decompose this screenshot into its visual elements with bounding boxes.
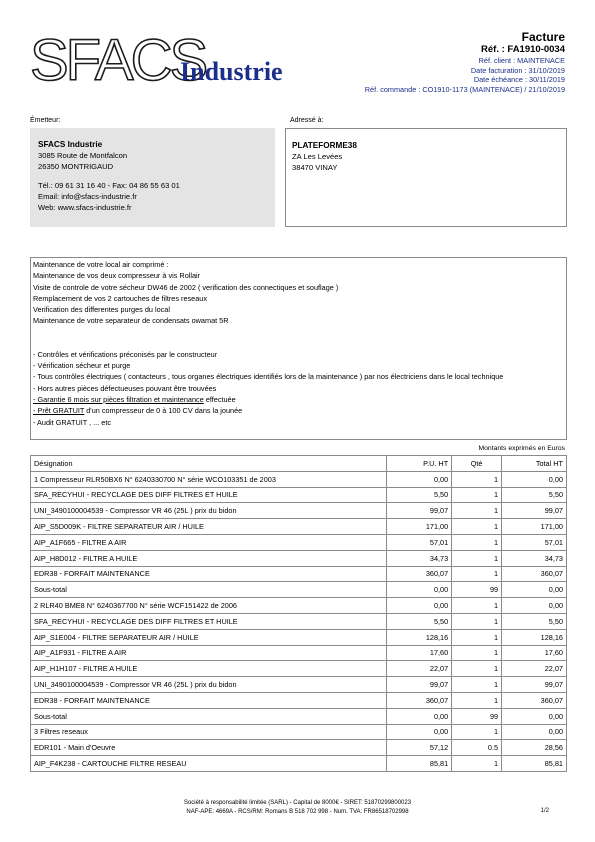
desc-line: Visite de controle de votre sécheur DW46 de 2002 ( verification des connectiques et souflage ): [33, 282, 339, 292]
table-row: [31, 629, 567, 645]
table-row: [31, 645, 567, 661]
logo-letters: SFACS: [30, 28, 206, 90]
cell-unit-price: 0,00: [387, 471, 452, 487]
cell-unit-price: 57,01: [387, 534, 452, 550]
table-row: [31, 503, 567, 519]
cell-total: 0,00: [502, 471, 567, 487]
cell-designation: AIP_A1F931 - FILTRE A AIR: [31, 645, 387, 661]
desc-bullet: - Hors autres pièces défectueuses pouvant être trouvées: [33, 383, 217, 393]
currency-note: Montants exprimés en Euros: [478, 445, 565, 452]
desc-bullet: - Tous contrôles électriques ( contacteurs , tous organes électriques identifiés lors de la maintenance ) par nos électriciens dans le local technique: [33, 372, 504, 382]
table-row: [31, 534, 567, 550]
cell-designation: UNI_3490100004539 - Compressor VR 46 (25L ) prix du bidon: [31, 503, 387, 519]
cell-quantity: 1: [452, 519, 502, 535]
cell-designation: Sous-total: [31, 582, 387, 598]
cell-total: 34,73: [502, 550, 567, 566]
emitter-web: Web: www.sfacs-industrie.fr: [38, 203, 132, 213]
desc-bullet: - Contrôles et vérifications préconisés par le constructeur: [33, 349, 218, 359]
cell-designation: EDR38 - FORFAIT MAINTENANCE: [31, 566, 387, 582]
cell-unit-price: 0,00: [387, 724, 452, 740]
invoice-header: [365, 30, 565, 94]
cell-unit-price: 57,12: [387, 740, 452, 756]
cell-quantity: 1: [452, 534, 502, 550]
recipient-box: [285, 128, 567, 227]
table-row: [31, 550, 567, 566]
desc-line: Maintenance de votre separateur de condensats owamat 5R: [33, 316, 229, 326]
cell-unit-price: 99,07: [387, 677, 452, 693]
table-row: [31, 519, 567, 535]
col-total: Total HT: [502, 456, 567, 472]
cell-unit-price: 360,07: [387, 692, 452, 708]
page-number: 1/2: [540, 808, 549, 814]
desc-line: Verification des differentes purges du local: [33, 305, 170, 315]
cell-designation: AIP_S1E004 - FILTRE SEPARATEUR AIR / HUILE: [31, 629, 387, 645]
cell-quantity: 1: [452, 487, 502, 503]
cell-unit-price: 360,07: [387, 566, 452, 582]
cell-total: 0,00: [502, 582, 567, 598]
due-date: Date échéance : 30/11/2019: [473, 75, 565, 85]
cell-quantity: 1: [452, 692, 502, 708]
table-row: [31, 677, 567, 693]
cell-quantity: 1: [452, 598, 502, 614]
emitter-phone: Tél.: 09 61 31 16 40 - Fax: 04 86 55 63 01: [38, 180, 180, 190]
col-quantity: Qté: [452, 456, 502, 472]
cell-total: 5,50: [502, 487, 567, 503]
cell-quantity: 1: [452, 471, 502, 487]
cell-total: 5,50: [502, 613, 567, 629]
table-row: [31, 598, 567, 614]
footer-line-2: NAF-APE: 4669A - RCS/RM: Romans B 518 702 998 - Num. TVA: FR86518702998: [186, 809, 409, 815]
cell-designation: AIP_A1F665 - FILTRE A AIR: [31, 534, 387, 550]
table-row: [31, 708, 567, 724]
cell-unit-price: 34,73: [387, 550, 452, 566]
recipient-name: PLATEFORME38: [292, 141, 357, 150]
table-row: [31, 582, 567, 598]
cell-quantity: 1: [452, 677, 502, 693]
cell-designation: SFA_RECYHUI - RECYCLAGE DES DIFF FILTRES ET HUILE: [31, 613, 387, 629]
recipient-label: Adressé à:: [290, 117, 324, 124]
invoice-lines-table: [30, 455, 567, 772]
order-ref: Réf. commande : CO1910-1173 (MAINTENACE) / 21/10/2019: [364, 84, 565, 94]
desc-line: Maintenance de vos deux compresseur à vis Rollair: [33, 271, 201, 281]
cell-designation: SFA_RECYHUI - RECYCLAGE DES DIFF FILTRES ET HUILE: [31, 487, 387, 503]
cell-designation: Sous-total: [31, 708, 387, 724]
col-unit-price: P.U. HT: [387, 456, 452, 472]
cell-total: 360,07: [502, 692, 567, 708]
table-row: [31, 471, 567, 487]
legal-footer: [0, 799, 595, 817]
description-box: [30, 257, 567, 440]
cell-designation: EDR101 - Main d'Oeuvre: [31, 740, 387, 756]
emitter-name: SFACS Industrie: [38, 140, 103, 149]
cell-quantity: 1: [452, 550, 502, 566]
cell-total: 99,07: [502, 503, 567, 519]
cell-designation: 2 RLR40 BME8 N° 6240367700 N° série WCF151422 de 2006: [31, 598, 387, 614]
cell-total: 360,07: [502, 566, 567, 582]
footer-line-1: Société à responsabilité limitée (SARL) - Capital de 8000€ - SIRET: 51870299800023: [183, 800, 412, 806]
cell-total: 28,56: [502, 740, 567, 756]
desc-bullet: - Vérification sécheur et purge: [33, 361, 131, 371]
cell-unit-price: 99,07: [387, 503, 452, 519]
desc-audit: - Audit GRATUIT , ... etc: [33, 417, 111, 427]
cell-quantity: 1: [452, 724, 502, 740]
cell-unit-price: 5,50: [387, 487, 452, 503]
cell-total: 0,00: [502, 724, 567, 740]
emitter-email: Email: info@sfacs-industrie.fr: [38, 191, 137, 201]
table-row: [31, 661, 567, 677]
client-ref: Réf. client : MAINTENACE: [478, 56, 565, 65]
cell-quantity: 1: [452, 645, 502, 661]
cell-designation: 1 Compresseur RLR50BX6 N° 6240330700 N° série WCO103351 de 2003: [31, 471, 387, 487]
cell-designation: AIP_H8D012 - FILTRE A HUILE: [31, 550, 387, 566]
table-row: [31, 724, 567, 740]
cell-quantity: 0.5: [452, 740, 502, 756]
cell-unit-price: 85,81: [387, 756, 452, 772]
cell-unit-price: 128,16: [387, 629, 452, 645]
cell-total: 0,00: [502, 598, 567, 614]
table-row: [31, 756, 567, 772]
cell-designation: AIP_S5D009K - FILTRE SEPARATEUR AIR / HUILE: [31, 519, 387, 535]
table-header-row: [31, 456, 567, 472]
emitter-box: [30, 128, 275, 227]
cell-total: 22,07: [502, 661, 567, 677]
logo-word: Industrie: [180, 57, 283, 86]
cell-total: 171,00: [502, 519, 567, 535]
cell-unit-price: 171,00: [387, 519, 452, 535]
cell-designation: UNI_3490100004539 - Compressor VR 46 (25L ) prix du bidon: [31, 677, 387, 693]
emitter-label: Émetteur:: [30, 117, 61, 124]
cell-total: 0,00: [502, 708, 567, 724]
table-row: [31, 487, 567, 503]
cell-total: 17,60: [502, 645, 567, 661]
cell-unit-price: 5,50: [387, 613, 452, 629]
col-designation: Désignation: [31, 456, 387, 472]
table-row: [31, 566, 567, 582]
desc-loan: - Prêt GRATUIT d'un compresseur de 0 à 100 CV dans la jounée: [33, 406, 243, 416]
cell-unit-price: 22,07: [387, 661, 452, 677]
table-row: [31, 692, 567, 708]
cell-quantity: 1: [452, 613, 502, 629]
cell-quantity: 1: [452, 661, 502, 677]
emitter-city: 26350 MONTRIGAUD: [38, 162, 114, 172]
cell-unit-price: 0,00: [387, 598, 452, 614]
cell-designation: 3 Filtres reseaux: [31, 724, 387, 740]
cell-quantity: 1: [452, 756, 502, 772]
invoice-title: Facture: [521, 30, 565, 44]
sfacs-logo: [30, 28, 320, 90]
cell-total: 57,01: [502, 534, 567, 550]
emitter-address-line: 3085 Route de Montfalcon: [38, 151, 128, 161]
cell-quantity: 1: [452, 629, 502, 645]
cell-unit-price: 0,00: [387, 582, 452, 598]
invoice-ref: Réf. : FA1910-0034: [481, 44, 565, 55]
desc-line: Remplacement de vos 2 cartouches de filtres reseaux: [33, 293, 207, 303]
cell-total: 85,81: [502, 756, 567, 772]
invoice-date: Date facturation : 31/10/2019: [470, 65, 565, 75]
cell-unit-price: 17,60: [387, 645, 452, 661]
desc-guarantee: - Garantie 6 mois sur pièces filtration et maintenance effectuée: [33, 394, 236, 404]
cell-quantity: 99: [452, 582, 502, 598]
table-row: [31, 613, 567, 629]
table-row: [31, 740, 567, 756]
cell-designation: AIP_H1H107 - FILTRE A HUILE: [31, 661, 387, 677]
cell-quantity: 99: [452, 708, 502, 724]
recipient-city: 38470 VINAY: [292, 163, 338, 173]
recipient-address-line: ZA Les Levées: [292, 152, 343, 162]
cell-total: 99,07: [502, 677, 567, 693]
cell-quantity: 1: [452, 503, 502, 519]
desc-line: Maintenance de votre local air comprimé :: [33, 260, 169, 269]
cell-designation: EDR38 - FORFAIT MAINTENANCE: [31, 692, 387, 708]
cell-unit-price: 0,00: [387, 708, 452, 724]
cell-designation: AIP_F4K238 - CARTOUCHE FILTRE RESEAU: [31, 756, 387, 772]
cell-quantity: 1: [452, 566, 502, 582]
cell-total: 128,16: [502, 629, 567, 645]
